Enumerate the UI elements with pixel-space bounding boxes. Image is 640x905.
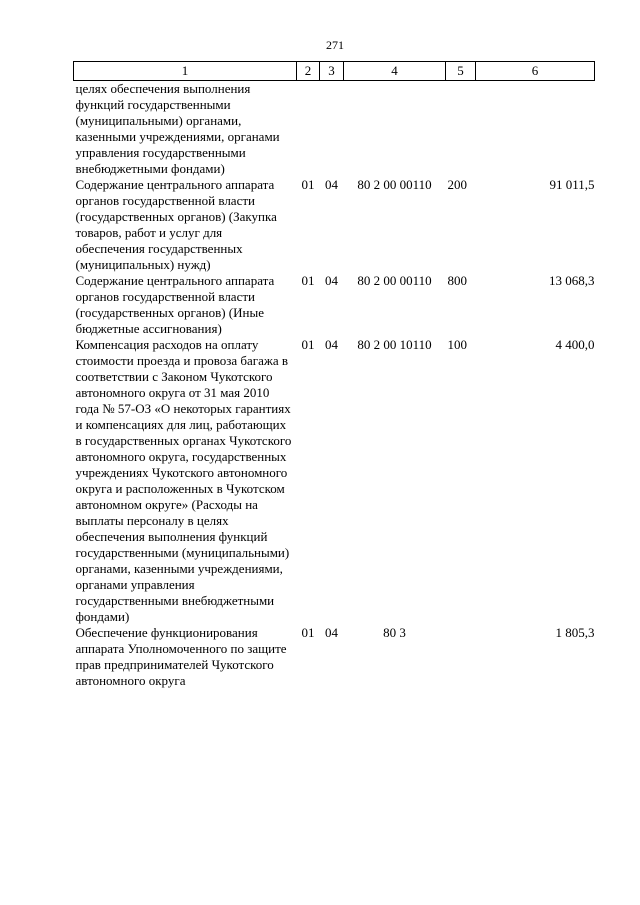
row-name: Обеспечение функционирования аппарата Уполномоченного по защите прав предпринимателей Чукотского автономного округа (75, 625, 287, 688)
row-target-article: 80 2 00 00110 (357, 177, 432, 192)
header-col-5: 5 (446, 62, 476, 81)
header-col-3: 3 (320, 62, 344, 81)
header-row (74, 62, 595, 81)
row-target-article (344, 81, 446, 178)
row-subsection: 04 (325, 337, 338, 352)
table-row (74, 177, 595, 273)
row-section: 01 (301, 273, 315, 288)
row-expense-type (446, 81, 476, 178)
row-section: 01 (301, 177, 315, 192)
row-name: Содержание центрального аппарата органов государственной власти (государственных органов) (Иные бюджетные ассигнования) (75, 273, 275, 336)
row-amount: 91 011,5 (549, 177, 595, 192)
row-amount: 4 400,0 (555, 337, 595, 352)
row-name: Содержание центрального аппарата органов государственной власти (государственных органов) (Закупка товаров, работ и услуг для обеспечения государственных (муниципальных) нужд) (75, 177, 277, 272)
row-amount (476, 81, 595, 178)
header-col-4: 4 (344, 62, 446, 81)
row-target-article: 80 3 (383, 625, 406, 640)
row-target-article: 80 2 00 00110 (357, 273, 432, 288)
row-section (297, 81, 320, 178)
table-header (74, 62, 595, 81)
row-section: 01 (301, 337, 315, 352)
row-expense-type: 100 (447, 337, 467, 352)
row-subsection (320, 81, 344, 178)
header-col-2: 2 (297, 62, 320, 81)
row-subsection: 04 (325, 625, 338, 640)
budget-table (73, 61, 595, 689)
row-expense-type: 200 (447, 177, 467, 192)
row-subsection: 04 (325, 177, 338, 192)
table-row (74, 625, 595, 689)
table-body (74, 81, 595, 690)
header-col-1: 1 (74, 62, 297, 81)
row-subsection: 04 (325, 273, 338, 288)
page-number: 271 (326, 38, 344, 52)
row-amount: 13 068,3 (549, 273, 595, 288)
row-name: целях обеспечения выполнения функций государственными (муниципальными) органами, казенными учреждениями, органами управления государственными внебюджетными фондами) (75, 81, 280, 176)
table-row (74, 81, 595, 178)
row-target-article: 80 2 00 10110 (357, 337, 432, 352)
header-col-6: 6 (476, 62, 595, 81)
row-section: 01 (301, 625, 315, 640)
row-name: Компенсация расходов на оплату стоимости проезда и провоза багажа в соответствии с Законом Чукотского автономного округа от 31 мая 2010 года № 57-ОЗ «О некоторых гарантиях и компенсациях для лиц, работающих в государственных органах Чукотского автономного округа, государственных учреждениях Чукотского автономного округа и расположенных в Чукотском автономном округе» (Расходы на выплаты персоналу в целях обеспечения выполнения функций государственными (муниципальными) органами, казенными учреждениями, органами управления государственными внебюджетными фондами) (75, 337, 292, 624)
row-expense-type (446, 625, 476, 689)
row-expense-type: 800 (447, 273, 467, 288)
table-row (74, 273, 595, 337)
row-amount: 1 805,3 (555, 625, 595, 640)
table-row (74, 337, 595, 625)
